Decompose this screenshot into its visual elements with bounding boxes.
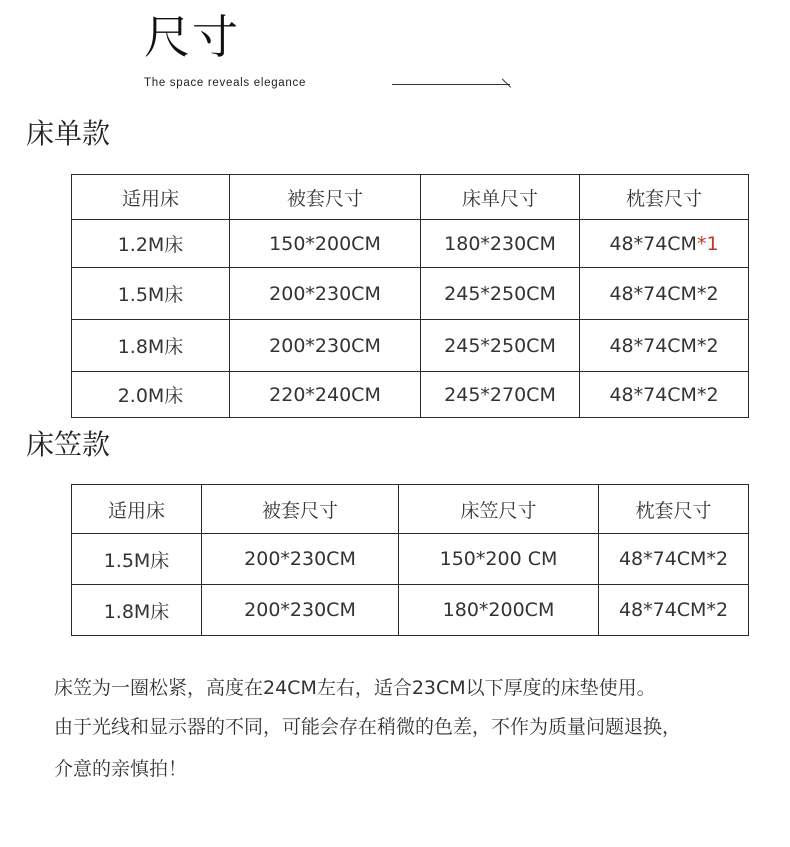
table-row (72, 220, 749, 268)
column-header: 适用床 (72, 485, 202, 534)
arrow-line-icon (392, 84, 510, 85)
duvet-size-cell: 150*200CM (230, 220, 421, 268)
pillow-size-cell: 48*74CM*2 (580, 268, 749, 320)
sheet-size-table (71, 174, 749, 418)
pillow-size-cell (580, 220, 749, 268)
fitted-sheet-size-cell: 150*200 CM (399, 534, 599, 585)
table-header-row (72, 175, 749, 220)
column-header: 适用床 (72, 175, 230, 220)
table-row (72, 372, 749, 418)
duvet-size-cell: 200*230CM (202, 585, 399, 636)
page-title: 尺寸 (144, 10, 240, 64)
sheet-size-cell: 245*270CM (421, 372, 580, 418)
bed-size-cell: 1.5M床 (72, 534, 202, 585)
sheet-size-cell: 245*250CM (421, 268, 580, 320)
sheet-size-cell: 245*250CM (421, 320, 580, 372)
bed-size-cell: 1.5M床 (72, 268, 230, 320)
bed-size-cell: 2.0M床 (72, 372, 230, 418)
pillow-size-cell: 48*74CM*2 (580, 320, 749, 372)
duvet-size-cell: 200*230CM (230, 320, 421, 372)
pillow-size-cell: 48*74CM*2 (599, 534, 749, 585)
pillow-size-text: 48*74CM (609, 232, 697, 255)
duvet-size-cell: 220*240CM (230, 372, 421, 418)
bed-size-cell: 1.2M床 (72, 220, 230, 268)
note-color-difference: 由于光线和显示器的不同，可能会存在稍微的色差，不作为质量问题退换， (54, 716, 682, 738)
note-fitted-elastic: 床笠为一圈松紧，高度在24CM左右，适合23CM以下厚度的床垫使用。 (54, 677, 656, 699)
pillow-size-cell: 48*74CM*2 (599, 585, 749, 636)
table-row (72, 585, 749, 636)
column-header: 床笠尺寸 (399, 485, 599, 534)
table-row (72, 268, 749, 320)
bed-size-cell: 1.8M床 (72, 320, 230, 372)
column-header: 床单尺寸 (421, 175, 580, 220)
note-caution: 介意的亲慎拍！ (54, 758, 188, 780)
table-row (72, 534, 749, 585)
page-subtitle: The space reveals elegance (144, 77, 307, 89)
pillow-size-cell: 48*74CM*2 (580, 372, 749, 418)
table-row (72, 320, 749, 372)
fitted-size-table (71, 484, 749, 636)
bed-size-cell: 1.8M床 (72, 585, 202, 636)
column-header: 被套尺寸 (230, 175, 421, 220)
section-title-fitted: 床笠款 (26, 428, 111, 461)
section-title-sheet: 床单款 (26, 117, 111, 150)
column-header: 被套尺寸 (202, 485, 399, 534)
duvet-size-cell: 200*230CM (202, 534, 399, 585)
table-header-row (72, 485, 749, 534)
duvet-size-cell: 200*230CM (230, 268, 421, 320)
sheet-size-cell: 180*230CM (421, 220, 580, 268)
pillow-quantity-highlight: *1 (696, 232, 719, 255)
fitted-sheet-size-cell: 180*200CM (399, 585, 599, 636)
column-header: 枕套尺寸 (580, 175, 749, 220)
column-header: 枕套尺寸 (599, 485, 749, 534)
